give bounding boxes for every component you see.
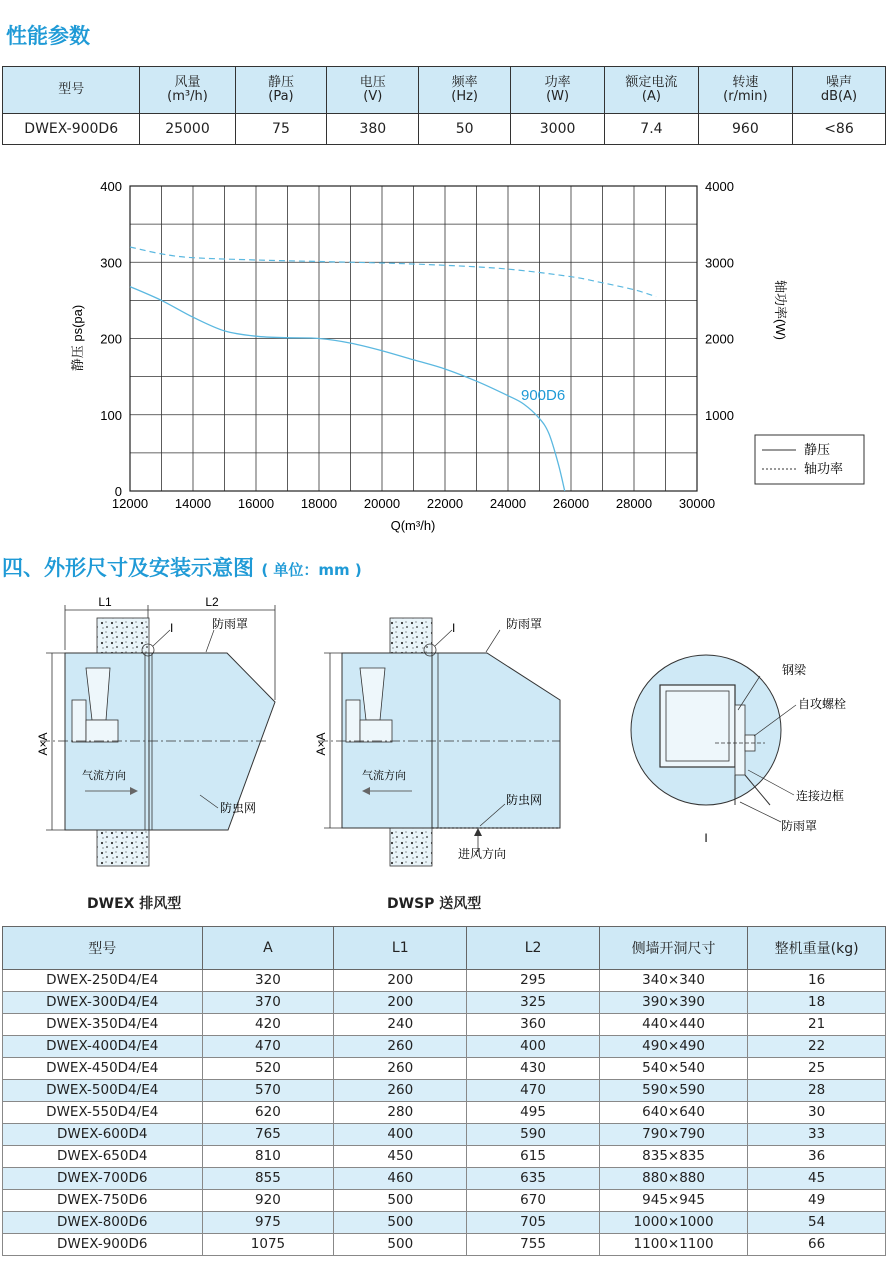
chart-grid <box>130 186 697 491</box>
table-cell: 240 <box>334 1014 467 1036</box>
header-unit: (V) <box>363 89 383 104</box>
table-cell: 520 <box>202 1058 334 1080</box>
table-cell: 45 <box>748 1168 886 1190</box>
supply-caption: DWSP 送风型 <box>387 896 482 912</box>
detail-i-caption: I <box>704 831 708 845</box>
header-unit: (Hz) <box>451 89 479 104</box>
models-header-cell: L1 <box>334 927 467 970</box>
exhaust-rain-cover-label: 防雨罩 <box>212 617 249 631</box>
performance-header-cell <box>605 67 699 114</box>
performance-cell: 380 <box>327 114 419 145</box>
performance-header-row <box>3 67 886 114</box>
table-cell: DWEX-350D4/E4 <box>3 1014 203 1036</box>
performance-header-cell <box>511 67 605 114</box>
table-cell: DWEX-800D6 <box>3 1212 203 1234</box>
table-cell: 1000×1000 <box>599 1212 747 1234</box>
header-label: 风量 <box>174 75 201 90</box>
curve-label: 900D6 <box>521 387 566 404</box>
table-cell: 470 <box>467 1080 600 1102</box>
header-unit: (A) <box>641 89 661 104</box>
table-cell: 590×590 <box>599 1080 747 1102</box>
x-tick-label: 16000 <box>237 496 275 511</box>
table-cell: 500 <box>334 1212 467 1234</box>
y2-tick-label: 4000 <box>705 179 734 194</box>
table-row <box>3 1102 886 1124</box>
table-row <box>3 1190 886 1212</box>
table-cell: DWEX-550D4/E4 <box>3 1102 203 1124</box>
table-cell: DWEX-300D4/E4 <box>3 992 203 1014</box>
x-tick-label: 24000 <box>489 496 527 511</box>
table-cell: 66 <box>748 1234 886 1256</box>
table-cell: 390×390 <box>599 992 747 1014</box>
table-cell: 790×790 <box>599 1124 747 1146</box>
table-cell: 765 <box>202 1124 334 1146</box>
y2-tick-label: 3000 <box>705 255 734 271</box>
chart-legend <box>755 435 864 484</box>
x-tick-label: 20000 <box>363 496 401 511</box>
table-cell: 635 <box>467 1168 600 1190</box>
table-cell: 430 <box>467 1058 600 1080</box>
header-unit: dB(A) <box>820 89 858 104</box>
y-axis-label: 静压 ps(pa) <box>70 304 85 372</box>
table-cell: 615 <box>467 1146 600 1168</box>
exhaust-diagram <box>36 595 275 866</box>
table-cell: 945×945 <box>599 1190 747 1212</box>
table-cell: DWEX-500D4/E4 <box>3 1080 203 1102</box>
exhaust-airflow-label: 气流方向 <box>82 770 126 782</box>
header-label: 噪声 <box>825 75 852 90</box>
table-cell: 295 <box>467 970 600 992</box>
x-tick-label: 14000 <box>174 496 212 511</box>
table-row <box>3 1124 886 1146</box>
y2-tick-label: 1000 <box>705 407 734 423</box>
table-cell: 400 <box>467 1036 600 1058</box>
performance-cell: 75 <box>235 114 327 145</box>
table-cell: 1100×1100 <box>599 1234 747 1256</box>
table-row <box>3 1080 886 1102</box>
detail-i-diagram <box>631 655 846 845</box>
table-cell: 260 <box>334 1080 467 1102</box>
table-cell: 260 <box>334 1036 467 1058</box>
tapping-bolt-label: 自攻螺栓 <box>798 697 847 711</box>
y-tick-label: 400 <box>100 179 122 194</box>
models-header-row <box>3 927 886 970</box>
performance-data-row <box>3 114 886 145</box>
header-label: 转速 <box>732 75 759 90</box>
models-header-cell: 整机重量(kg) <box>748 927 886 970</box>
table-cell: 280 <box>334 1102 467 1124</box>
table-row <box>3 1168 886 1190</box>
header-label: 电压 <box>359 75 386 90</box>
x-tick-label: 26000 <box>552 496 590 511</box>
table-row <box>3 1036 886 1058</box>
header-label: 功率 <box>544 75 571 90</box>
y-tick-label: 0 <box>114 484 122 499</box>
table-cell: 880×880 <box>599 1168 747 1190</box>
table-cell: 810 <box>202 1146 334 1168</box>
supply-diagram <box>314 617 560 866</box>
inlet-direction-label: 进风方向 <box>458 847 507 861</box>
table-cell: DWEX-600D4 <box>3 1124 203 1146</box>
table-cell: 33 <box>748 1124 886 1146</box>
table-cell: DWEX-650D4 <box>3 1146 203 1168</box>
dimensions-title-text: 四、外形尺寸及安装示意图 <box>2 556 254 580</box>
performance-header-cell <box>327 67 419 114</box>
table-cell: 570 <box>202 1080 334 1102</box>
y-tick-label: 100 <box>100 407 122 423</box>
table-cell: 21 <box>748 1014 886 1036</box>
table-cell: 36 <box>748 1146 886 1168</box>
table-cell: 260 <box>334 1058 467 1080</box>
performance-header-cell <box>3 67 140 114</box>
x-tick-label: 22000 <box>426 496 464 511</box>
supply-wall-upper <box>390 618 432 658</box>
steel-beam-label: 钢梁 <box>782 663 807 677</box>
performance-header-cell <box>419 67 511 114</box>
exhaust-insect-net-label: 防虫网 <box>220 801 257 815</box>
table-cell: 325 <box>467 992 600 1014</box>
table-cell: 200 <box>334 992 467 1014</box>
table-cell: 200 <box>334 970 467 992</box>
table-cell: 975 <box>202 1212 334 1234</box>
table-row <box>3 970 886 992</box>
table-cell: 16 <box>748 970 886 992</box>
models-header-cell: L2 <box>467 927 600 970</box>
performance-cell: 25000 <box>140 114 235 145</box>
supply-rain-cover-label: 防雨罩 <box>506 617 543 631</box>
supply-detail-i-marker: I <box>452 621 456 635</box>
table-cell: 370 <box>202 992 334 1014</box>
table-cell: 320 <box>202 970 334 992</box>
header-unit: (m³/h) <box>167 89 208 104</box>
performance-header-cell <box>792 67 885 114</box>
installation-diagram <box>0 590 890 880</box>
table-cell: 835×835 <box>599 1146 747 1168</box>
y-tick-label: 300 <box>100 255 122 271</box>
models-table <box>2 926 886 1256</box>
legend-item-shaft-power: 轴功率 <box>804 461 844 476</box>
table-cell: 620 <box>202 1102 334 1124</box>
series-static-pressure-line <box>130 287 565 491</box>
table-cell: 400 <box>334 1124 467 1146</box>
table-cell: 22 <box>748 1036 886 1058</box>
series-shaft-power-line <box>130 247 656 297</box>
table-row <box>3 1146 886 1168</box>
dim-axa-label: A×A <box>36 732 50 756</box>
performance-cell: 7.4 <box>605 114 699 145</box>
table-cell: 28 <box>748 1080 886 1102</box>
supply-insect-net-label: 防虫网 <box>506 793 543 807</box>
performance-cell: <86 <box>792 114 885 145</box>
models-header-cell: 型号 <box>3 927 203 970</box>
table-cell: DWEX-900D6 <box>3 1234 203 1256</box>
performance-title: 性能参数 <box>6 24 90 48</box>
table-cell: 755 <box>467 1234 600 1256</box>
x-tick-label: 28000 <box>615 496 653 511</box>
dimensions-unit-note: ( 单位：mm ) <box>261 561 362 579</box>
table-cell: 590 <box>467 1124 600 1146</box>
table-cell: 540×540 <box>599 1058 747 1080</box>
exhaust-caption: DWEX 排风型 <box>87 896 182 912</box>
y-tick-label: 200 <box>100 331 122 347</box>
performance-header-cell <box>235 67 327 114</box>
header-label: 静压 <box>267 75 294 90</box>
y2-tick-label: 2000 <box>705 331 734 347</box>
table-cell: 30 <box>748 1102 886 1124</box>
table-cell: DWEX-450D4/E4 <box>3 1058 203 1080</box>
supply-dim-axa-label: A×A <box>314 732 328 756</box>
header-unit: (W) <box>546 89 570 104</box>
connect-frame-label: 连接边框 <box>796 789 845 803</box>
performance-cell: DWEX-900D6 <box>3 114 140 145</box>
performance-table <box>2 66 886 145</box>
table-cell: 1075 <box>202 1234 334 1256</box>
table-cell: 500 <box>334 1234 467 1256</box>
table-cell: 500 <box>334 1190 467 1212</box>
header-label: 型号 <box>58 82 85 97</box>
table-cell: 460 <box>334 1168 467 1190</box>
table-cell: 670 <box>467 1190 600 1212</box>
legend-item-static-pressure: 静压 <box>804 442 831 457</box>
y2-axis-label: 轴功率(W) <box>773 280 788 340</box>
table-row <box>3 1234 886 1256</box>
supply-wall-lower <box>390 828 432 866</box>
dim-l1-label: L1 <box>98 595 112 609</box>
performance-header-cell <box>140 67 235 114</box>
table-cell: 420 <box>202 1014 334 1036</box>
performance-header-cell <box>698 67 792 114</box>
inlet-arrow-icon <box>474 828 482 836</box>
x-tick-label: 30000 <box>678 496 716 511</box>
detail-rain-cover-label: 防雨罩 <box>781 819 818 833</box>
steel-beam-profile <box>660 685 735 767</box>
performance-cell: 960 <box>698 114 792 145</box>
table-cell: 54 <box>748 1212 886 1234</box>
table-cell: DWEX-750D6 <box>3 1190 203 1212</box>
table-cell: 920 <box>202 1190 334 1212</box>
x-tick-label: 12000 <box>111 496 149 511</box>
table-cell: 18 <box>748 992 886 1014</box>
table-cell: 25 <box>748 1058 886 1080</box>
table-cell: 855 <box>202 1168 334 1190</box>
performance-cell: 3000 <box>511 114 605 145</box>
header-label: 额定电流 <box>625 75 678 90</box>
wall-upper <box>97 618 149 658</box>
models-header-cell: A <box>202 927 334 970</box>
table-cell: DWEX-700D6 <box>3 1168 203 1190</box>
header-unit: (Pa) <box>268 89 294 104</box>
table-cell: 450 <box>334 1146 467 1168</box>
table-cell: DWEX-400D4/E4 <box>3 1036 203 1058</box>
table-cell: 340×340 <box>599 970 747 992</box>
dimensions-title <box>2 552 362 582</box>
table-cell: 440×440 <box>599 1014 747 1036</box>
models-header-cell: 侧墙开洞尺寸 <box>599 927 747 970</box>
wall-lower <box>97 830 149 866</box>
table-cell: DWEX-250D4/E4 <box>3 970 203 992</box>
table-cell: 49 <box>748 1190 886 1212</box>
table-cell: 490×490 <box>599 1036 747 1058</box>
supply-airflow-label: 气流方向 <box>362 770 406 782</box>
header-unit: (r/min) <box>723 89 768 104</box>
performance-chart <box>0 170 890 540</box>
table-row <box>3 1014 886 1036</box>
table-cell: 640×640 <box>599 1102 747 1124</box>
table-row <box>3 1212 886 1234</box>
table-cell: 470 <box>202 1036 334 1058</box>
detail-i-marker: I <box>170 621 174 635</box>
x-axis-label: Q(m³/h) <box>390 518 436 533</box>
table-row <box>3 1058 886 1080</box>
x-tick-label: 18000 <box>300 496 338 511</box>
table-cell: 705 <box>467 1212 600 1234</box>
table-row <box>3 992 886 1014</box>
header-label: 频率 <box>451 75 478 90</box>
table-cell: 360 <box>467 1014 600 1036</box>
performance-cell: 50 <box>419 114 511 145</box>
table-cell: 495 <box>467 1102 600 1124</box>
dim-l2-label: L2 <box>205 595 219 609</box>
